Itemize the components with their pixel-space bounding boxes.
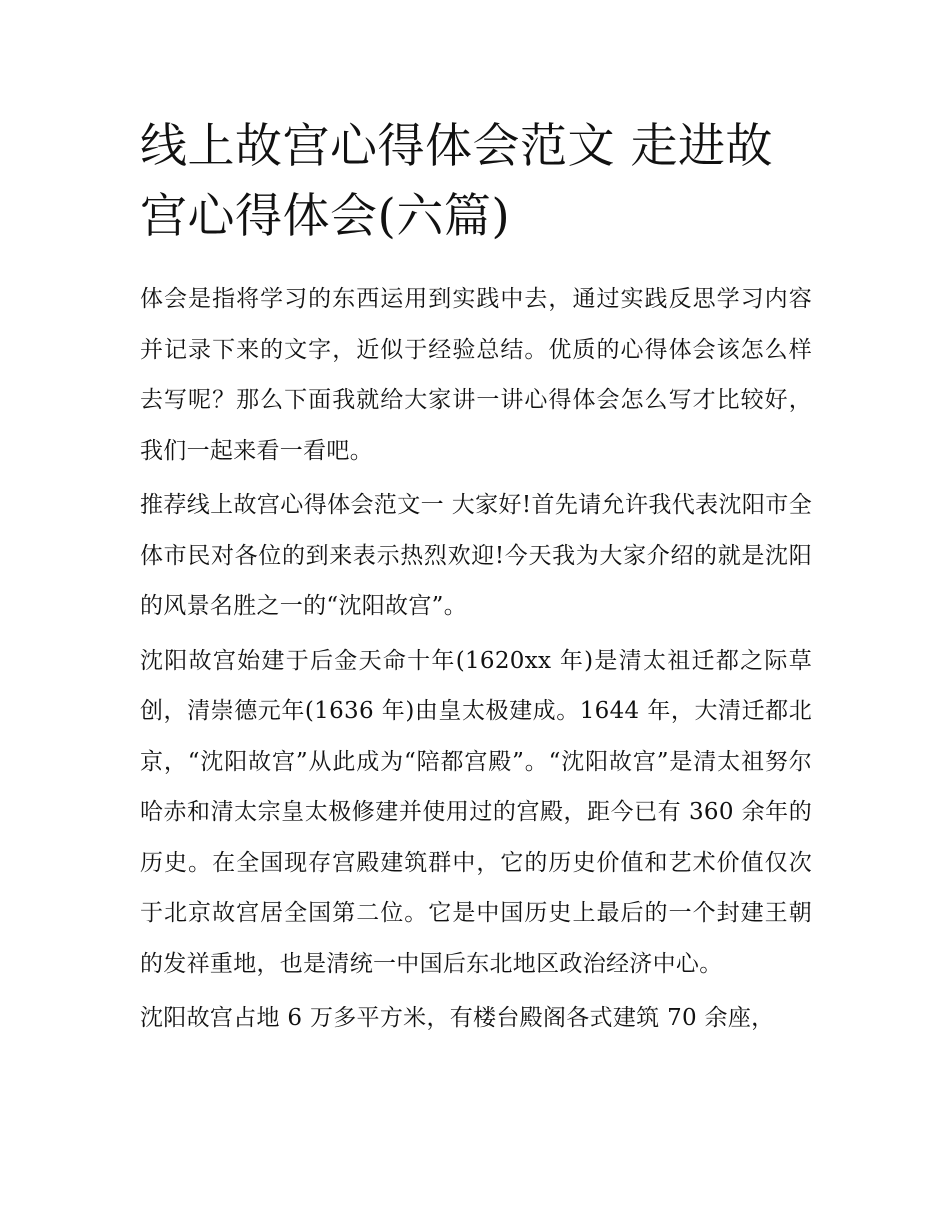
paragraph-history: 沈阳故宫始建于后金天命十年(1620xx 年)是清太祖迁都之际草创，清崇德元年(1636 年)由皇太极建成。1644 年，大清迁都北京，“沈阳故宫”从此成为“陪都宫殿”。“沈阳故宫”是清太祖努尔哈赤和清太宗皇太极修建并使用过的宫殿，距今已有 360 余年的历史。在全国现存宫殿建筑群中，它的历史价值和艺术价值仅次于北京故宫居全国第二位。它是中国历史上最后的一个封建王朝的发祥重地，也是清统一中国后东北地区政治经济中心。: [140, 647, 812, 977]
paragraph-area: 沈阳故宫占地 6 万多平方米，有楼台殿阁各式建筑 70 余座，: [140, 1005, 775, 1031]
document-title: 线上故宫心得体会范文 走进故宫心得体会(六篇): [140, 119, 773, 244]
paragraph-intro: 体会是指将学习的东西运用到实践中去，通过实践反思学习内容并记录下来的文字，近似于经验总结。优质的心得体会该怎么样去写呢？那么下面我就给大家讲一讲心得体会怎么写才比较好，我们一起来看一看吧。: [140, 286, 812, 464]
paragraph-sample-one: 推荐线上故宫心得体会范文一 大家好!首先请允许我代表沈阳市全体市民对各位的到来表示热烈欢迎!今天我为大家介绍的就是沈阳的风景名胜之一的“沈阳故宫”。: [140, 492, 812, 619]
document-page: [140, 112, 812, 1048]
